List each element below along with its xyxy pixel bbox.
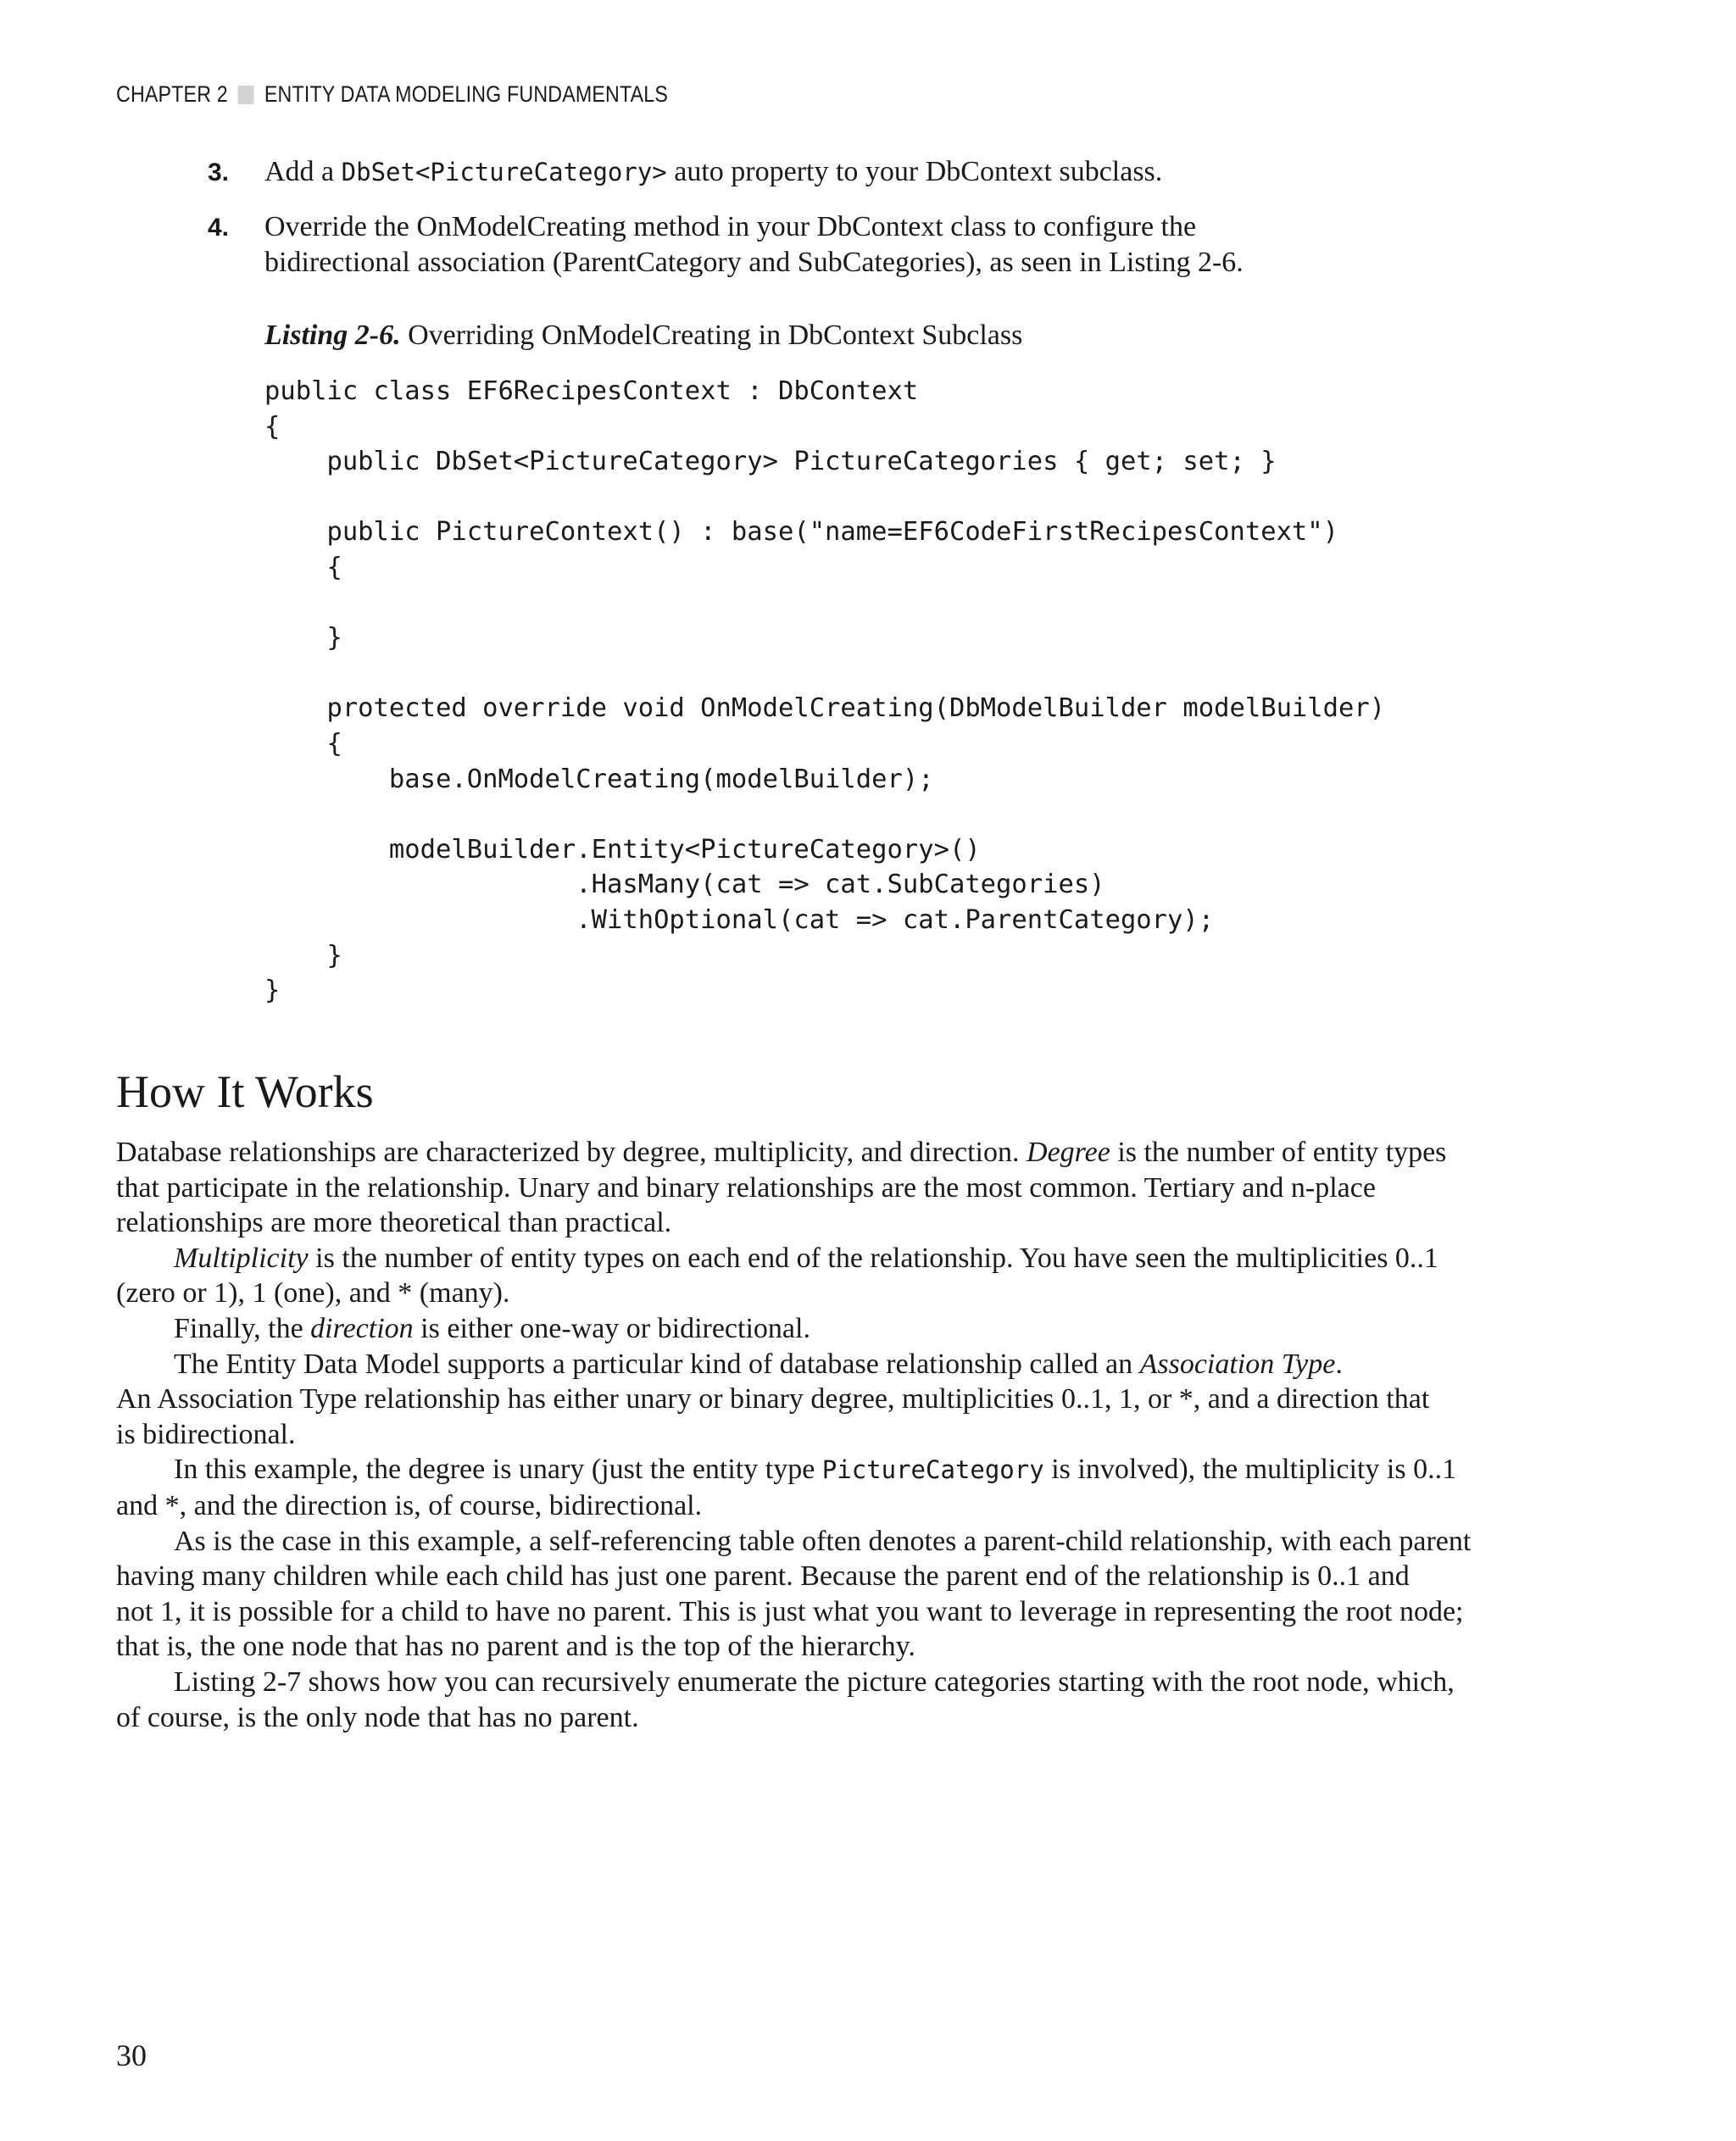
paragraph: Database relationships are characterized by degree, multiplicity, and direction. Degree is the number of entity types that participate in the relationship. Unary and binary relationships are the most common. Tertiary and n-place relationships are more theoretical than practical. [116,1137,1447,1239]
running-header [116,81,668,108]
paragraph: Multiplicity is the number of entity types on each end of the relationship. You have seen the multiplicities 0..1 (zero or 1), 1 (one), and * (many). [116,1242,1438,1310]
step-number: 4. [208,214,230,242]
paragraph: As is the case in this example, a self-referencing table often denotes a parent-child relationship, with each parent having many children while each child has just one parent. Because the parent end of the relationship is 0..1 and not 1, it is possible for a child to have no parent. This is just what you want to leverage in representing the root node; that is, the one node that has no parent and is the top of the hierarchy. [116,1525,1472,1663]
list-item [208,209,1564,281]
inline-code: DbSet<PictureCategory> [341,158,667,186]
paragraph: Listing 2-7 shows how you can recursively enumerate the picture categories starting with the root node, which, of course, is the only node that has no parent. [116,1666,1455,1733]
inline-code: PictureCategory [821,1455,1044,1485]
chapter-title: ENTITY DATA MODELING FUNDAMENTALS [264,81,669,107]
section-heading: How It Works [116,1066,374,1117]
body-text [116,1135,1557,1735]
code-listing: public class EF6RecipesContext : DbContext { public DbSet<PictureCategory> PictureCategories { get; set; } public PictureContext() : base("name=EF6CodeFirstRecipesContext") { } protected override void OnModelCreating(DbModelBuilder modelBuilder) { base.OnModelCreating(modelBuilder); modelBuilder.Entity<PictureCategory>() .HasMany(cat => cat.SubCategories) .WithOptional(cat => cat.ParentCategory); } } [264,376,1386,1006]
listing-title: Overriding OnModelCreating in DbContext Subclass [408,320,1023,351]
paragraph: Finally, the direction is either one-way or bidirectional. [174,1312,810,1344]
step-list [208,154,1564,299]
listing-label: Listing 2-6. [264,320,401,351]
step-text: Add a DbSet<PictureCategory> auto property to your DbContext subclass. [264,156,1163,187]
chapter-label: CHAPTER 2 [116,81,228,107]
page-number: 30 [116,2038,147,2072]
paragraph: The Entity Data Model supports a particular kind of database relationship called an Association Type. An Association Type relationship has either unary or binary degree, multiplicities 0..1, 1, or *, and a direction that is bidirectional. [116,1348,1430,1450]
step-text: Override the OnModelCreating method in your DbContext class to configure the bidirectional association (ParentCategory and SubCategories), as seen in Listing 2-6. [264,211,1244,278]
paragraph: In this example, the degree is unary (just the entity type PictureCategory is involved), the multiplicity is 0..1 and *, and the direction is, of course, bidirectional. [116,1454,1457,1521]
separator-square-icon [238,86,254,104]
list-item [208,154,1564,191]
step-number: 3. [208,158,230,186]
listing-caption [264,317,1536,354]
